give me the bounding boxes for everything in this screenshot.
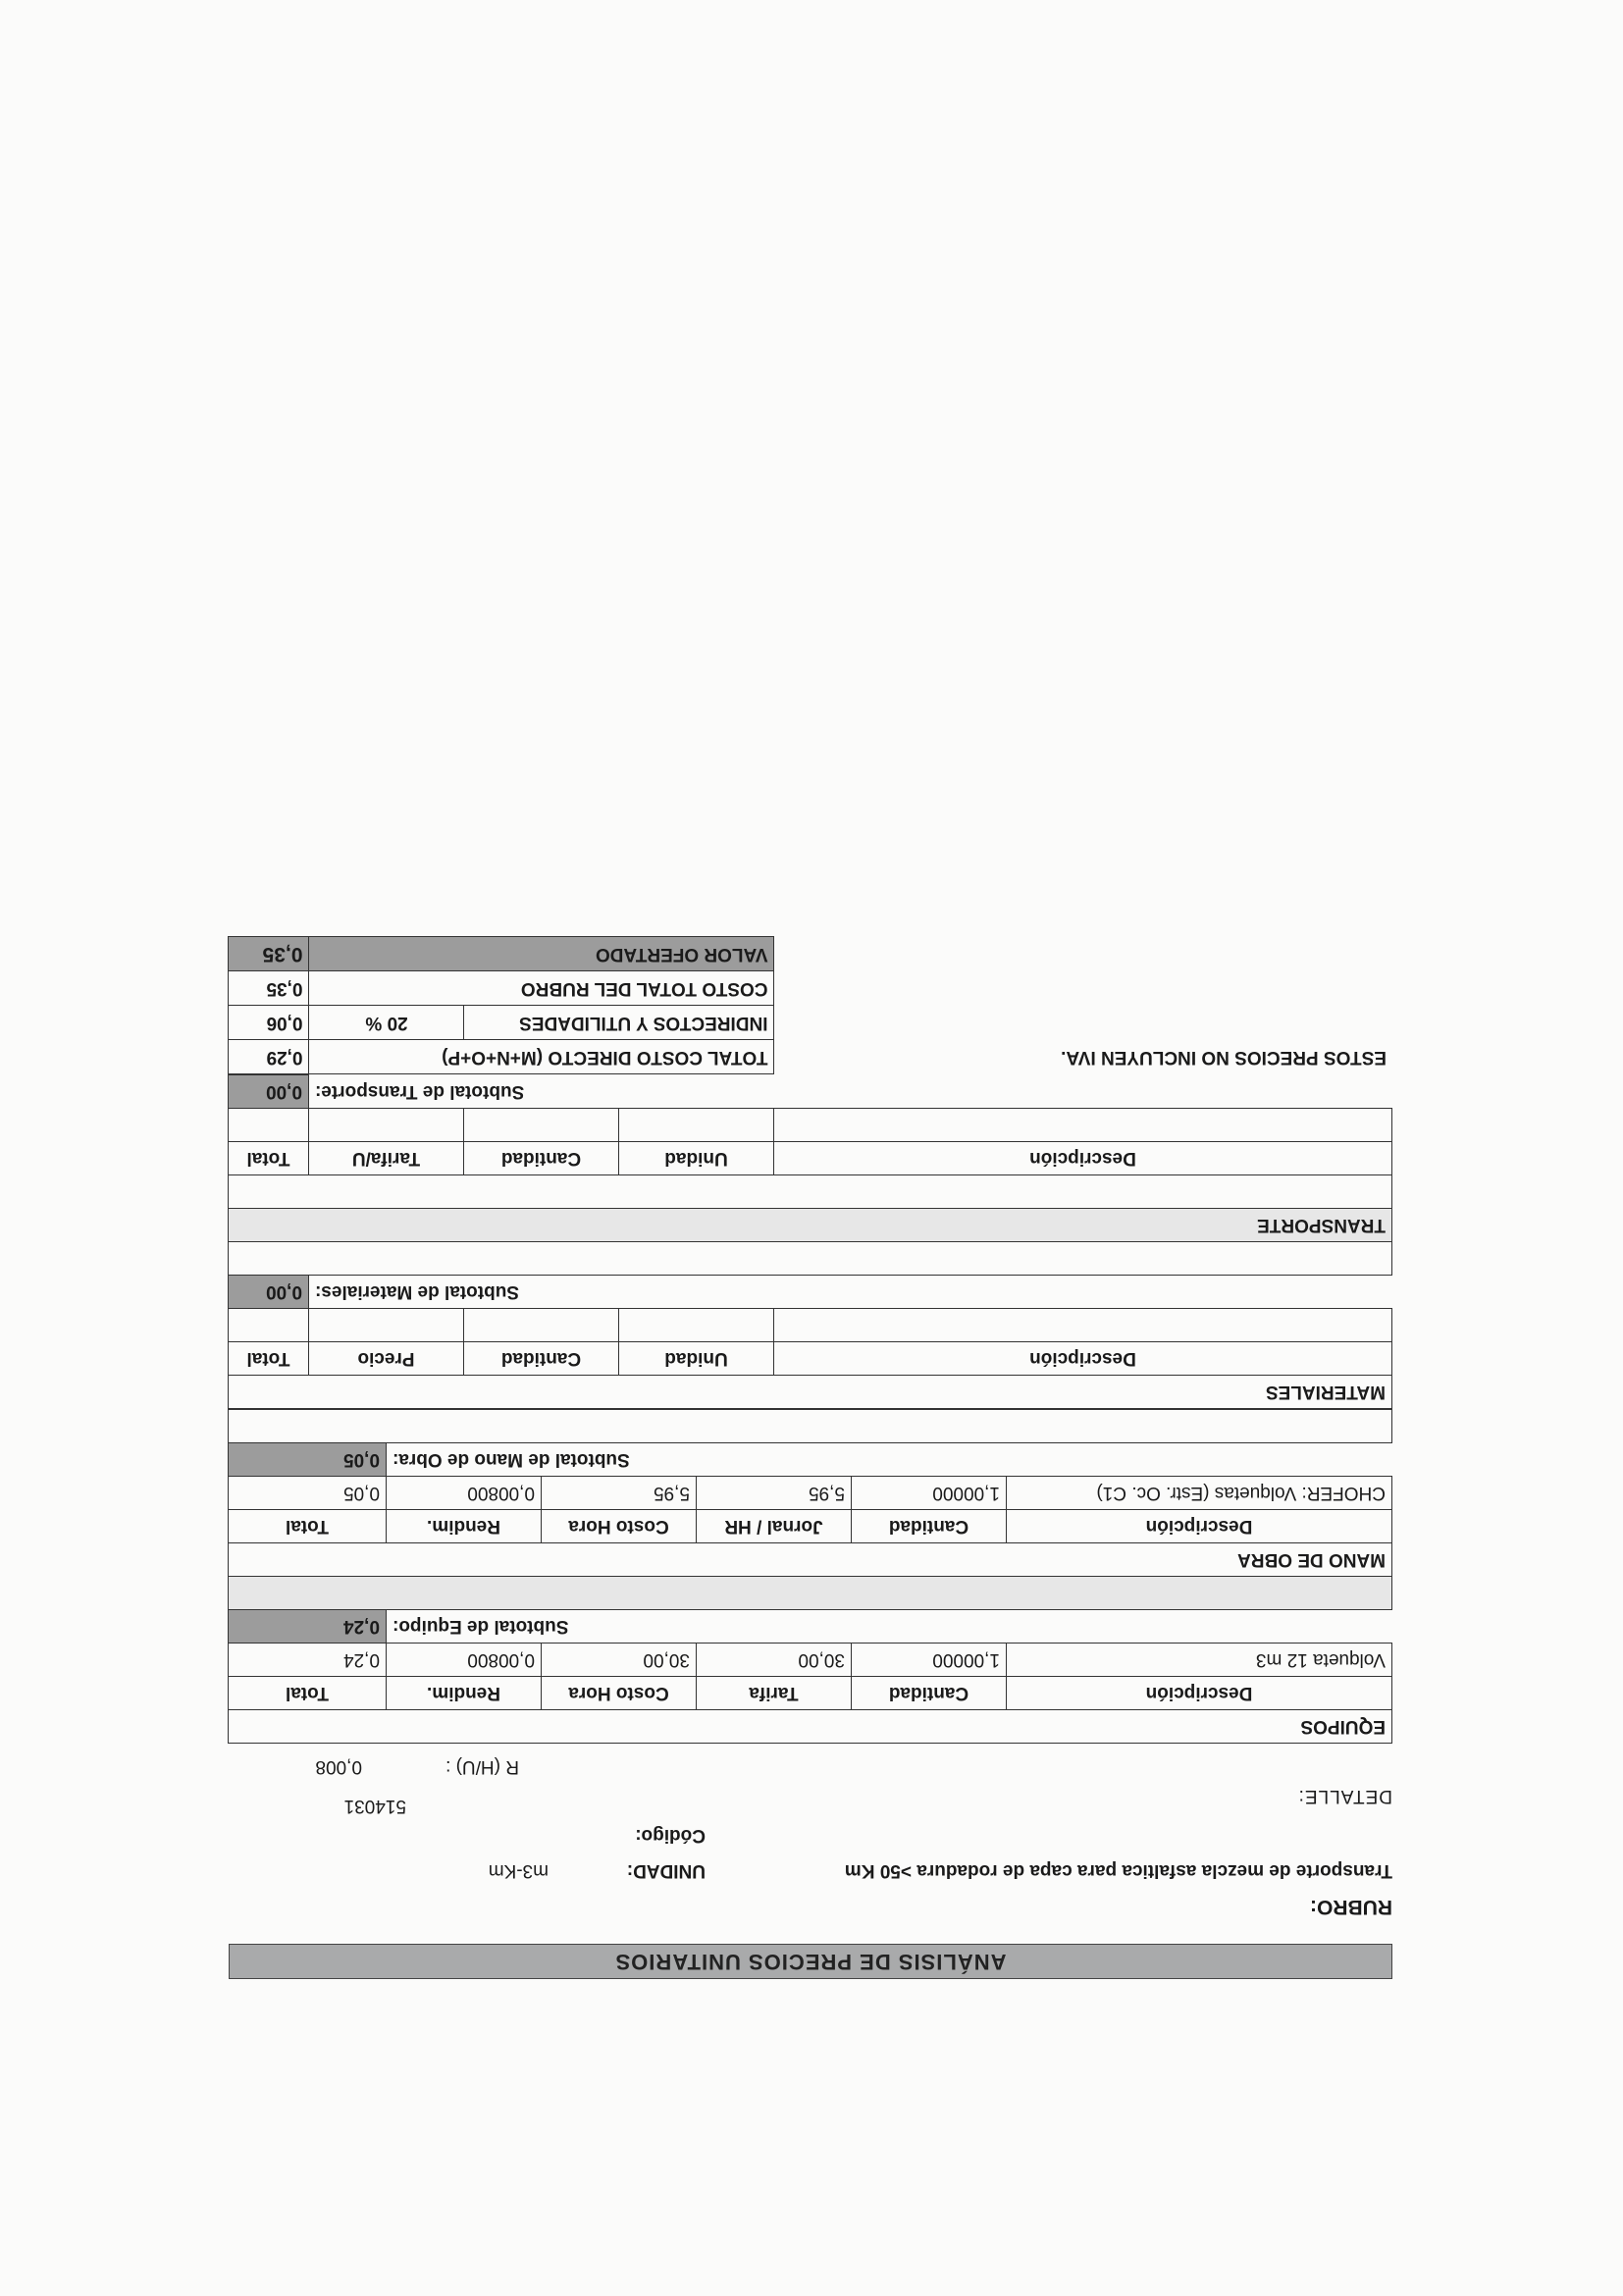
mano-obra-subtotal-value: 0,05 <box>228 1443 386 1477</box>
mano-obra-header-cell: Rendim. <box>387 1510 542 1543</box>
codigo-label: Código: <box>635 1825 706 1846</box>
mano-obra-cell: 5,95 <box>542 1477 697 1510</box>
indirectos-value: 0,06 <box>229 1006 309 1040</box>
transporte-header-cell: Unidad <box>619 1142 774 1175</box>
mano-obra-cell: 1,00000 <box>852 1477 1007 1510</box>
equipos-subtotal-row <box>228 1610 1391 1644</box>
mano-obra-cell: CHOFER: Volquetas (Estr. Oc. C1) <box>1007 1477 1392 1510</box>
materiales-header-cell: Precio <box>309 1342 464 1376</box>
section-gap <box>228 1577 1391 1610</box>
table-row <box>228 1644 1391 1677</box>
transporte-header-cell: Cantidad <box>464 1142 619 1175</box>
equipos-header-cell: Descripción <box>1007 1677 1392 1710</box>
equipos-subtotal-label: Subtotal de Equipo: <box>393 1616 569 1638</box>
section-gap <box>228 1175 1391 1209</box>
detalle-label: DETALLE: <box>1297 1786 1392 1806</box>
indirectos-row <box>229 1006 1392 1040</box>
equipos-cell: Volqueta 12 m3 <box>1007 1644 1392 1677</box>
transporte-header-row <box>228 1142 1391 1175</box>
equipos-header-cell: Total <box>228 1677 386 1710</box>
costo-total-value: 0,35 <box>229 971 309 1006</box>
costo-directo-label: TOTAL COSTO DIRECTO (M+N+O+P) <box>309 1040 774 1074</box>
equipos-title: EQUIPOS <box>228 1710 1391 1744</box>
costo-directo-value: 0,29 <box>229 1040 309 1074</box>
spacer <box>774 1006 1392 1040</box>
equipos-cell: 1,00000 <box>852 1644 1007 1677</box>
iva-note: ESTOS PRECIOS NO INCLUYEN IVA. <box>1061 1047 1387 1068</box>
header-block <box>229 1786 1392 1944</box>
transporte-empty-cell <box>228 1109 308 1142</box>
rhu-label: R (H/U) : <box>445 1756 519 1777</box>
materiales-subtotal-label: Subtotal de Materiales: <box>315 1281 519 1303</box>
valor-ofertado-row <box>229 937 1392 971</box>
codigo-value: 514031 <box>343 1796 406 1816</box>
materiales-subtotal-value: 0,00 <box>228 1276 308 1309</box>
rubro-value: Transporte de mezcla asfaltica para capa de rodadura >50 Km <box>844 1860 1392 1881</box>
mano-obra-header-cell: Cantidad <box>852 1510 1007 1543</box>
rhu-value: 0,008 <box>315 1756 362 1777</box>
equipos-cell: 30,00 <box>697 1644 852 1677</box>
mano-obra-title: MANO DE OBRA <box>228 1543 1391 1577</box>
mano-obra-cell: 0,00800 <box>387 1477 542 1510</box>
mano-obra-header-cell: Descripción <box>1007 1510 1392 1543</box>
equipos-subtotal-value: 0,24 <box>228 1610 386 1644</box>
costo-total-label: COSTO TOTAL DEL RUBRO <box>309 971 774 1006</box>
transporte-subtotal-label: Subtotal de Transporte: <box>315 1081 525 1103</box>
rhu-row <box>229 1744 1392 1781</box>
materiales-empty-cell <box>464 1309 619 1342</box>
materiales-header-cell: Cantidad <box>464 1342 619 1376</box>
transporte-header-cell: Tarifa/U <box>309 1142 464 1175</box>
spacer <box>774 937 1392 971</box>
costo-total-row <box>229 971 1392 1006</box>
mano-obra-header-row <box>228 1510 1391 1543</box>
transporte-subtotal-row <box>228 1075 1391 1109</box>
equipos-header-cell: Tarifa <box>697 1677 852 1710</box>
costo-directo-row <box>229 1040 1392 1074</box>
mano-obra-header-cell: Costo Hora <box>542 1510 697 1543</box>
unidad-label: UNIDAD: <box>626 1860 706 1881</box>
unidad-value: m3-Km <box>488 1860 549 1881</box>
equipos-cell: 0,24 <box>228 1644 386 1677</box>
materiales-empty-cell <box>619 1309 774 1342</box>
materiales-header-cell: Descripción <box>774 1342 1392 1376</box>
table-row <box>228 1309 1391 1342</box>
materiales-header-row <box>228 1342 1391 1376</box>
materiales-header-cell: Unidad <box>619 1342 774 1376</box>
equipos-header-cell: Cantidad <box>852 1677 1007 1710</box>
transporte-empty-cell <box>619 1109 774 1142</box>
equipos-header-cell: Rendim. <box>387 1677 542 1710</box>
section-gap <box>228 1410 1391 1443</box>
mano-obra-header-cell: Jornal / HR <box>697 1510 852 1543</box>
document-title: ANÁLISIS DE PRECIOS UNITARIOS <box>229 1944 1392 1979</box>
indirectos-percent: 20 % <box>309 1006 464 1040</box>
equipos-table <box>228 1409 1392 1744</box>
table-row <box>228 1109 1391 1142</box>
materiales-empty-cell <box>309 1309 464 1342</box>
materiales-empty-cell <box>774 1309 1392 1342</box>
transporte-empty-cell <box>774 1109 1392 1142</box>
rubro-label: RUBRO: <box>1310 1896 1392 1918</box>
mano-obra-subtotal-label: Subtotal de Mano de Obra: <box>393 1449 630 1471</box>
materiales-subtotal-row <box>228 1276 1391 1309</box>
transporte-header-cell: Descripción <box>774 1142 1392 1175</box>
transporte-empty-cell <box>464 1109 619 1142</box>
spacer <box>774 971 1392 1006</box>
transporte-empty-cell <box>309 1109 464 1142</box>
totals-table <box>229 936 1393 1074</box>
document-body <box>229 936 1392 1979</box>
mano-obra-subtotal-row <box>228 1443 1391 1477</box>
mano-obra-cell: 5,95 <box>697 1477 852 1510</box>
mano-obra-cell: 0,05 <box>228 1477 386 1510</box>
equipos-header-cell: Costo Hora <box>542 1677 697 1710</box>
table-row <box>228 1477 1391 1510</box>
equipos-cell: 0,00800 <box>387 1644 542 1677</box>
materiales-title: MATERIALES <box>228 1376 1391 1409</box>
materiales-header-cell: Total <box>228 1342 308 1376</box>
materiales-empty-cell <box>228 1309 308 1342</box>
materiales-transporte-table <box>228 1074 1392 1409</box>
section-gap <box>228 1242 1391 1276</box>
transporte-subtotal-value: 0,00 <box>228 1075 308 1109</box>
mano-obra-header-cell: Total <box>228 1510 386 1543</box>
valor-ofertado-label: VALOR OFERTADO <box>309 937 774 971</box>
equipos-cell: 30,00 <box>542 1644 697 1677</box>
equipos-header-row <box>228 1677 1391 1710</box>
valor-ofertado-value: 0,35 <box>229 937 309 971</box>
transporte-header-cell: Total <box>228 1142 308 1175</box>
transporte-title: TRANSPORTE <box>228 1209 1391 1242</box>
indirectos-label: INDIRECTOS Y UTILIDADES <box>464 1006 774 1040</box>
